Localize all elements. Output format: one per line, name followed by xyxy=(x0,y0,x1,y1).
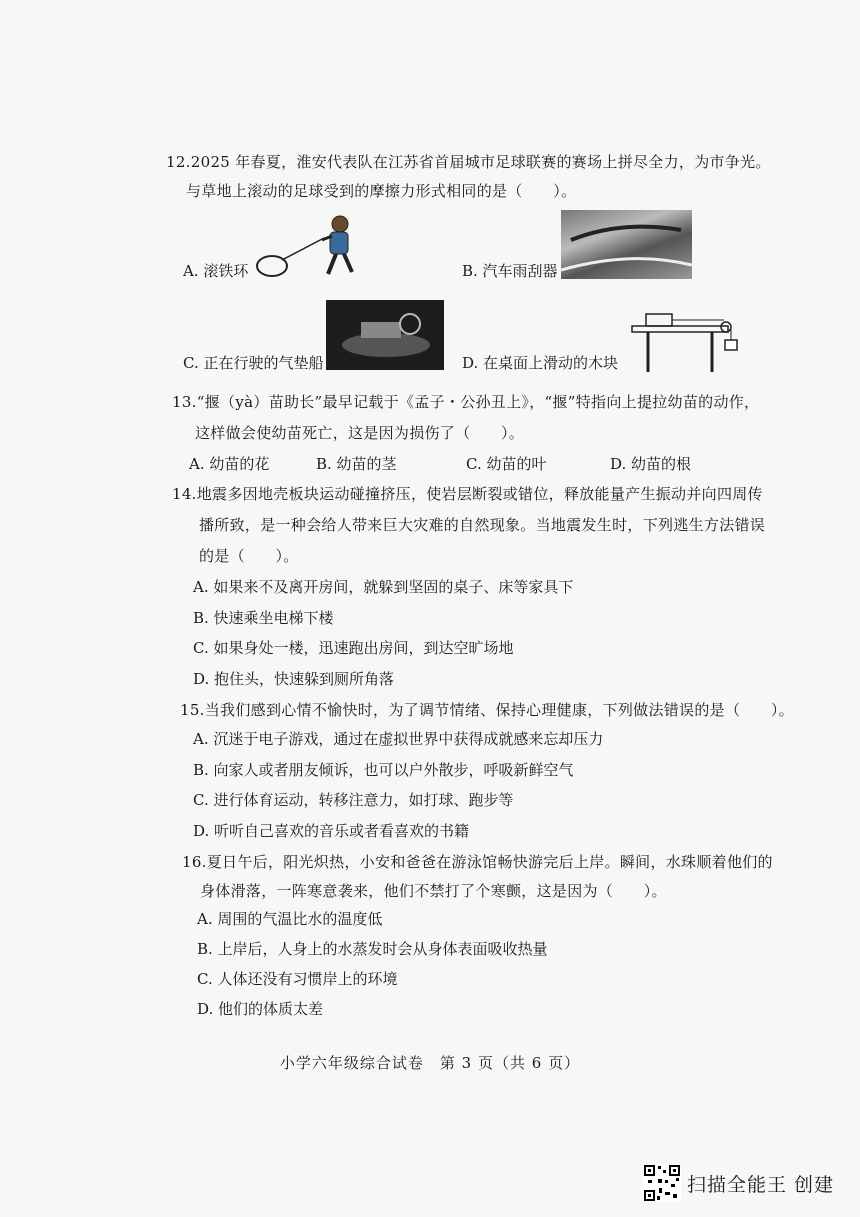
q16-stem-line1: 16.夏日午后，阳光炽热，小安和爸爸在游泳馆畅快游完后上岸。瞬间，水珠顺着他们的 xyxy=(182,853,773,871)
q12-option-a: A. 滚铁环 xyxy=(183,262,249,280)
q12-option-c: C. 正在行驶的气垫船 xyxy=(183,354,324,372)
q15-option-d: D. 听听自己喜欢的音乐或者看喜欢的书籍 xyxy=(193,822,470,840)
scanner-watermark xyxy=(643,1163,853,1203)
q16-option-a: A. 周围的气温比水的温度低 xyxy=(197,910,383,928)
q13-option-c: C. 幼苗的叶 xyxy=(466,455,547,473)
q13-option-b: B. 幼苗的茎 xyxy=(316,455,397,473)
q13-option-a: A. 幼苗的花 xyxy=(189,455,270,473)
q12-stem-line1: 12.2025 年春夏，淮安代表队在江苏省首届城市足球联赛的赛场上拼尽全力，为市争光。 xyxy=(166,153,771,171)
q14-stem-line2: 播所致，是一种会给人带来巨大灾难的自然现象。当地震发生时，下列逃生方法错误 xyxy=(199,516,766,534)
wiper-photo xyxy=(561,210,692,279)
q15-option-c: C. 进行体育运动，转移注意力，如打球、跑步等 xyxy=(193,791,514,809)
q15-option-b: B. 向家人或者朋友倾诉，也可以户外散步，呼吸新鲜空气 xyxy=(193,761,574,779)
q12-option-b: B. 汽车雨刮器 xyxy=(462,262,558,280)
hovercraft-photo xyxy=(326,300,444,370)
q12-option-d: D. 在桌面上滑动的木块 xyxy=(462,354,619,372)
q14-option-b: B. 快速乘坐电梯下楼 xyxy=(193,609,334,627)
q15-stem-line1: 15.当我们感到心情不愉快时，为了调节情绪、保持心理健康，下列做法错误的是（ ）。 xyxy=(180,701,794,719)
q16-option-b: B. 上岸后，人身上的水蒸发时会从身体表面吸收热量 xyxy=(197,940,548,958)
q13-option-d: D. 幼苗的根 xyxy=(610,455,692,473)
q14-stem-line1: 14.地震多因地壳板块运动碰撞挤压，使岩层断裂或错位，释放能量产生振动并向四周传 xyxy=(172,485,763,503)
q16-option-c: C. 人体还没有习惯岸上的环境 xyxy=(197,970,398,988)
q14-option-c: C. 如果身处一楼，迅速跑出房间，到达空旷场地 xyxy=(193,639,514,657)
scanner-label: 扫描全能王 创建 xyxy=(687,1173,835,1196)
q12-stem-line2: 与草地上滚动的足球受到的摩擦力形式相同的是（ ）。 xyxy=(186,182,577,200)
qr-code-icon xyxy=(643,1164,681,1202)
q14-option-a: A. 如果来不及离开房间，就躲到坚固的桌子、床等家具下 xyxy=(193,578,574,596)
q16-option-d: D. 他们的体质太差 xyxy=(197,1000,324,1018)
q14-stem-line3: 的是（ ）。 xyxy=(199,547,299,565)
q15-option-a: A. 沉迷于电子游戏，通过在虚拟世界中获得成就感来忘却压力 xyxy=(193,730,604,748)
pulley-table-icon xyxy=(628,308,740,373)
q13-stem-line1: 13.“揠（yà）苗助长”最早记载于《孟子・公孙丑上》，“揠”特指向上提拉幼苗的动作， xyxy=(172,393,760,411)
q14-option-d: D. 抱住头，快速躲到厕所角落 xyxy=(193,670,395,688)
boy-rolling-hoop-icon xyxy=(252,210,364,280)
page-footer: 小学六年级综合试卷 第 3 页（共 6 页） xyxy=(279,1054,581,1072)
q16-stem-line2: 身体滑落，一阵寒意袭来，他们不禁打了个寒颤，这是因为（ ）。 xyxy=(200,882,667,900)
q13-stem-line2: 这样做会使幼苗死亡，这是因为损伤了（ ）。 xyxy=(195,424,525,442)
